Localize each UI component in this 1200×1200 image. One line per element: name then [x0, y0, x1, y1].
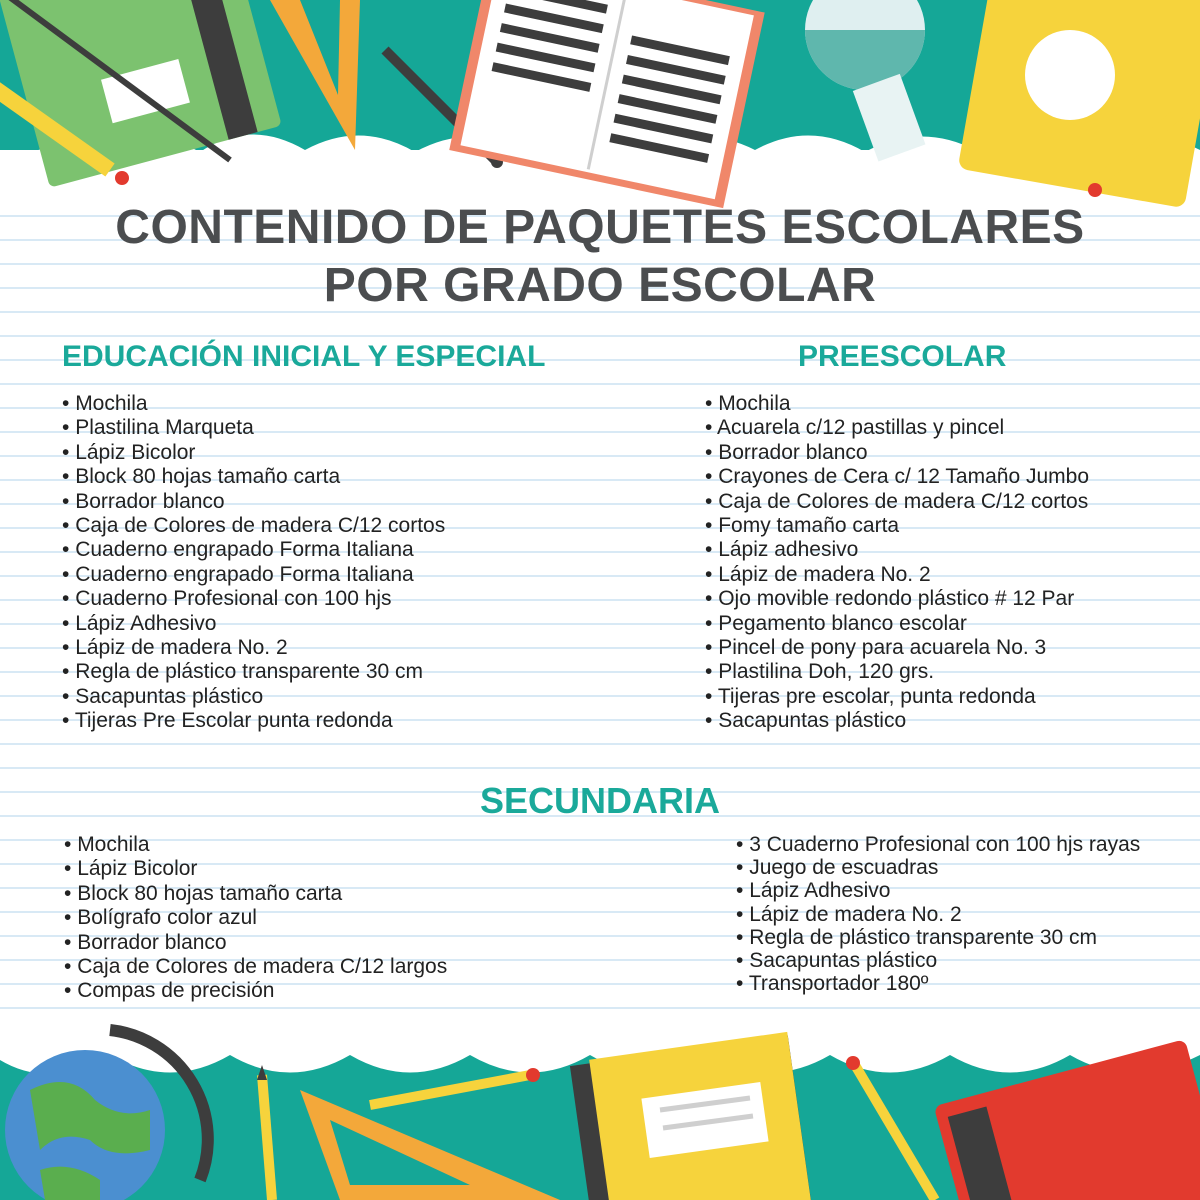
list-item: • Transportador 180º	[736, 972, 1140, 995]
list-item: • Compas de precisión	[64, 979, 447, 1003]
list-item: • Lápiz de madera No. 2	[736, 903, 1140, 926]
list-item: • Juego de escuadras	[736, 856, 1140, 879]
list-item: • Lápiz de madera No. 2	[705, 563, 1089, 587]
list-item: • Lápiz de madera No. 2	[62, 636, 445, 660]
list-item: • Crayones de Cera c/ 12 Tamaño Jumbo	[705, 465, 1089, 489]
page-title-line1: CONTENIDO DE PAQUETES ESCOLARES	[115, 201, 1085, 254]
list-item: • Tijeras Pre Escolar punta redonda	[62, 709, 445, 733]
list-item: • Lápiz Bicolor	[64, 857, 447, 881]
list-item: • Block 80 hojas tamaño carta	[64, 882, 447, 906]
list-item: • Pincel de pony para acuarela No. 3	[705, 636, 1089, 660]
section-heading-secundaria: SECUNDARIA	[479, 780, 720, 821]
list-item: • Bolígrafo color azul	[64, 906, 447, 930]
list-item: • Plastilina Doh, 120 grs.	[705, 660, 1089, 684]
preescolar-item-list	[705, 392, 1089, 734]
list-item: • Tijeras pre escolar, punta redonda	[705, 685, 1089, 709]
section-heading-educacion: EDUCACIÓN INICIAL Y ESPECIAL	[62, 340, 546, 373]
list-item: • Acuarela c/12 pastillas y pincel	[705, 416, 1089, 440]
list-item: • Lápiz Bicolor	[62, 441, 445, 465]
list-item: • Cuaderno engrapado Forma Italiana	[62, 563, 445, 587]
educacion-item-list	[62, 392, 445, 734]
list-item: • Fomy tamaño carta	[705, 514, 1089, 538]
list-item: • Sacapuntas plástico	[62, 685, 445, 709]
section-heading-preescolar: PREESCOLAR	[798, 340, 1007, 373]
list-item: • Pegamento blanco escolar	[705, 612, 1089, 636]
list-item: • Mochila	[64, 833, 447, 857]
secundaria-item-list-left	[64, 833, 447, 1004]
secundaria-item-list-right	[736, 833, 1140, 995]
list-item: • Plastilina Marqueta	[62, 416, 445, 440]
list-item: • Lápiz Adhesivo	[62, 612, 445, 636]
list-item: • Sacapuntas plástico	[705, 709, 1089, 733]
page-title-line2: POR GRADO ESCOLAR	[323, 259, 877, 312]
list-item: • Borrador blanco	[62, 490, 445, 514]
list-item: • Regla de plástico transparente 30 cm	[736, 926, 1140, 949]
list-item: • Lápiz adhesivo	[705, 538, 1089, 562]
list-item: • Caja de Colores de madera C/12 cortos	[62, 514, 445, 538]
list-item: • Mochila	[705, 392, 1089, 416]
list-item: • Mochila	[62, 392, 445, 416]
list-item: • Cuaderno engrapado Forma Italiana	[62, 538, 445, 562]
list-item: • 3 Cuaderno Profesional con 100 hjs rayas	[736, 833, 1140, 856]
list-item: • Block 80 hojas tamaño carta	[62, 465, 445, 489]
list-item: • Borrador blanco	[705, 441, 1089, 465]
list-item: • Cuaderno Profesional con 100 hjs	[62, 587, 445, 611]
list-item: • Lápiz Adhesivo	[736, 879, 1140, 902]
list-item: • Ojo movible redondo plástico # 12 Par	[705, 587, 1089, 611]
list-item: • Caja de Colores de madera C/12 cortos	[705, 490, 1089, 514]
list-item: • Borrador blanco	[64, 931, 447, 955]
list-item: • Regla de plástico transparente 30 cm	[62, 660, 445, 684]
list-item: • Sacapuntas plástico	[736, 949, 1140, 972]
list-item: • Caja de Colores de madera C/12 largos	[64, 955, 447, 979]
